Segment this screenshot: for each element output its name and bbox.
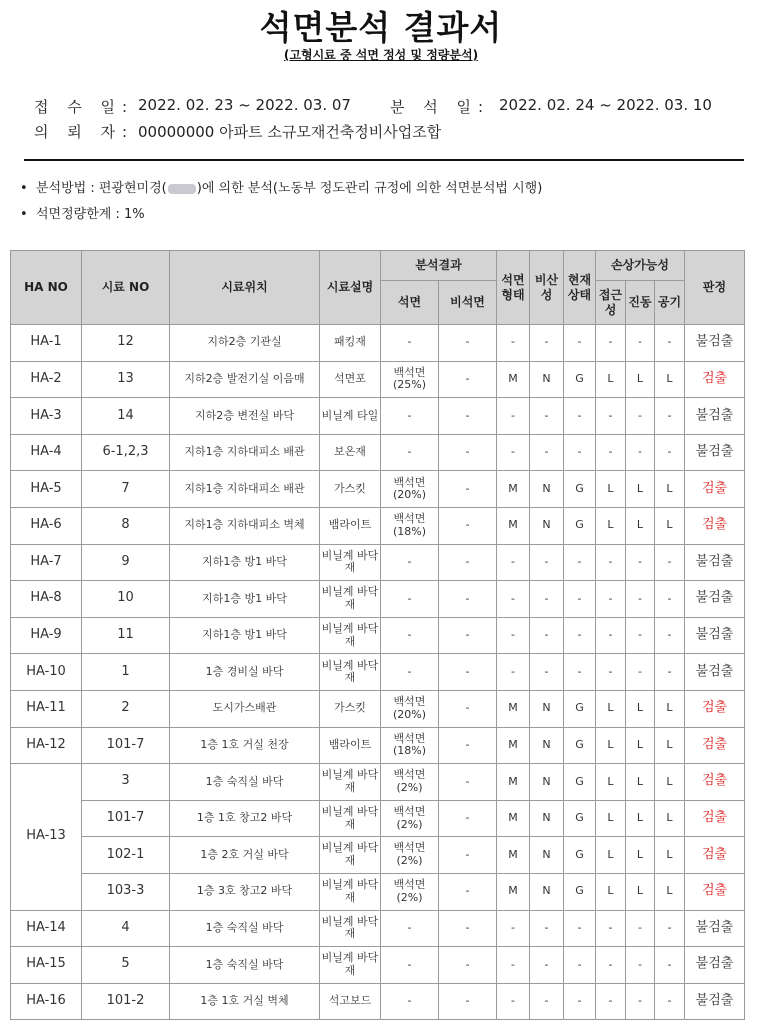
current-condition: - (564, 434, 596, 471)
vibration: - (626, 983, 655, 1020)
sample-description: 뱀라이트 (320, 507, 381, 544)
header-air: 공기 (655, 281, 685, 325)
accessibility: - (596, 654, 626, 691)
asbestos-form: M (497, 837, 530, 874)
friability: - (530, 983, 564, 1020)
table-row (11, 764, 745, 801)
sample-no: 11 (82, 617, 170, 654)
sample-no: 12 (82, 325, 170, 362)
vibration: - (626, 398, 655, 435)
judgement: 불검출 (685, 617, 745, 654)
air-flow: - (655, 581, 685, 618)
friability: - (530, 910, 564, 947)
sample-description: 비닐계 타일 (320, 398, 381, 435)
sample-no: 9 (82, 544, 170, 581)
non-asbestos-result: - (439, 581, 497, 618)
non-asbestos-result: - (439, 837, 497, 874)
asbestos-result: 백석면 (2%) (381, 800, 439, 837)
asbestos-result: 백석면 (25%) (381, 361, 439, 398)
asbestos-result: - (381, 398, 439, 435)
ha-no: HA-14 (11, 910, 82, 947)
friability: N (530, 507, 564, 544)
judgement: 검출 (685, 690, 745, 727)
ha-no: HA-2 (11, 361, 82, 398)
non-asbestos-result: - (439, 361, 497, 398)
non-asbestos-result: - (439, 617, 497, 654)
vibration: L (626, 690, 655, 727)
limit-note: • 석면정량한계 : 1% (20, 207, 145, 222)
current-condition: - (564, 654, 596, 691)
method-prefix: 분석방법 : 편광현미경( (36, 181, 167, 196)
blurred-text (168, 184, 196, 194)
accessibility: - (596, 434, 626, 471)
sample-description: 비닐계 바닥재 (320, 947, 381, 984)
asbestos-form: - (497, 434, 530, 471)
asbestos-form: - (497, 910, 530, 947)
judgement: 검출 (685, 800, 745, 837)
table-row (11, 800, 745, 837)
ha-no: HA-16 (11, 983, 82, 1020)
friability: N (530, 690, 564, 727)
air-flow: L (655, 690, 685, 727)
sample-no: 7 (82, 471, 170, 508)
sample-location: 지하1층 방1 바닥 (170, 617, 320, 654)
judgement: 불검출 (685, 910, 745, 947)
non-asbestos-result: - (439, 471, 497, 508)
asbestos-result: 백석면 (2%) (381, 837, 439, 874)
asbestos-form: M (497, 764, 530, 801)
ha-no: HA-3 (11, 398, 82, 435)
table-row (11, 398, 745, 435)
accessibility: - (596, 398, 626, 435)
non-asbestos-result: - (439, 727, 497, 764)
asbestos-result: - (381, 654, 439, 691)
vibration: L (626, 727, 655, 764)
header-sample-no: 시료 NO (82, 251, 170, 325)
air-flow: L (655, 837, 685, 874)
sample-description: 가스킷 (320, 471, 381, 508)
sample-location: 1층 2호 거실 바닥 (170, 837, 320, 874)
table-row (11, 947, 745, 984)
air-flow: L (655, 800, 685, 837)
current-condition: - (564, 617, 596, 654)
asbestos-result: - (381, 325, 439, 362)
asbestos-form: M (497, 361, 530, 398)
sample-no: 101-7 (82, 727, 170, 764)
judgement: 불검출 (685, 581, 745, 618)
asbestos-form: - (497, 398, 530, 435)
accessibility: - (596, 947, 626, 984)
header-damage: 손상가능성 (596, 251, 685, 281)
ha-no: HA-12 (11, 727, 82, 764)
table-row (11, 581, 745, 618)
friability: - (530, 398, 564, 435)
air-flow: L (655, 873, 685, 910)
non-asbestos-result: - (439, 983, 497, 1020)
current-condition: - (564, 325, 596, 362)
client-value: 00000000 아파트 소규모재건축정비사업조합 (138, 123, 442, 141)
header-location: 시료위치 (170, 251, 320, 325)
vibration: - (626, 325, 655, 362)
current-condition: - (564, 581, 596, 618)
non-asbestos-result: - (439, 800, 497, 837)
ha-no: HA-8 (11, 581, 82, 618)
sample-location: 지하1층 방1 바닥 (170, 544, 320, 581)
vibration: - (626, 581, 655, 618)
vibration: - (626, 434, 655, 471)
client-label: 의 뢰 자: (34, 123, 135, 141)
method-suffix: )에 의한 분석(노동부 정도관리 규정에 의한 석면분석법 시행) (196, 181, 543, 196)
current-condition: G (564, 873, 596, 910)
friability: - (530, 617, 564, 654)
sample-location: 1층 1호 거실 천장 (170, 727, 320, 764)
vibration: - (626, 617, 655, 654)
asbestos-form: - (497, 654, 530, 691)
asbestos-form: M (497, 690, 530, 727)
ha-no: HA-7 (11, 544, 82, 581)
results-table (10, 250, 745, 1020)
sample-no: 103-3 (82, 873, 170, 910)
sample-description: 보온재 (320, 434, 381, 471)
accessibility: - (596, 581, 626, 618)
accessibility: - (596, 910, 626, 947)
ha-no: HA-9 (11, 617, 82, 654)
air-flow: - (655, 617, 685, 654)
accessibility: - (596, 325, 626, 362)
table-row (11, 910, 745, 947)
non-asbestos-result: - (439, 910, 497, 947)
vibration: - (626, 910, 655, 947)
table-row (11, 690, 745, 727)
sample-description: 석고보드 (320, 983, 381, 1020)
table-row (11, 544, 745, 581)
receipt-date-value: 2022. 02. 23 ~ 2022. 03. 07 (138, 96, 351, 114)
date-line (34, 96, 712, 117)
asbestos-result: 백석면 (18%) (381, 727, 439, 764)
accessibility: L (596, 873, 626, 910)
page-title: 석면분석 결과서 (259, 8, 503, 47)
sample-location: 지하1층 지하대피소 배관 (170, 434, 320, 471)
non-asbestos-result: - (439, 654, 497, 691)
sample-location: 1층 숙직실 바닥 (170, 947, 320, 984)
air-flow: - (655, 398, 685, 435)
table-row (11, 837, 745, 874)
accessibility: L (596, 361, 626, 398)
table-row (11, 873, 745, 910)
sample-location: 1층 1호 거실 벽체 (170, 983, 320, 1020)
vibration: L (626, 837, 655, 874)
vibration: L (626, 800, 655, 837)
sample-location: 지하1층 방1 바닥 (170, 581, 320, 618)
judgement: 불검출 (685, 654, 745, 691)
friability: - (530, 947, 564, 984)
asbestos-form: - (497, 947, 530, 984)
current-condition: - (564, 544, 596, 581)
non-asbestos-result: - (439, 947, 497, 984)
judgement: 검출 (685, 471, 745, 508)
current-condition: G (564, 800, 596, 837)
air-flow: - (655, 910, 685, 947)
table-row (11, 617, 745, 654)
sample-location: 도시가스배관 (170, 690, 320, 727)
sample-no: 1 (82, 654, 170, 691)
vibration: L (626, 471, 655, 508)
air-flow: - (655, 654, 685, 691)
ha-no: HA-15 (11, 947, 82, 984)
table-row (11, 361, 745, 398)
ha-no: HA-13 (11, 764, 82, 910)
client-line (34, 121, 442, 142)
sample-no: 4 (82, 910, 170, 947)
current-condition: - (564, 947, 596, 984)
friability: N (530, 764, 564, 801)
sample-no: 101-7 (82, 800, 170, 837)
ha-no: HA-1 (11, 325, 82, 362)
asbestos-result: 백석면 (20%) (381, 690, 439, 727)
header-divider (24, 159, 744, 161)
current-condition: G (564, 507, 596, 544)
friability: N (530, 800, 564, 837)
friability: - (530, 325, 564, 362)
limit-text: 석면정량한계 : 1% (36, 207, 145, 222)
header-result: 분석결과 (381, 251, 497, 281)
air-flow: - (655, 544, 685, 581)
sample-no: 8 (82, 507, 170, 544)
analysis-date-value: 2022. 02. 24 ~ 2022. 03. 10 (499, 96, 712, 114)
accessibility: L (596, 471, 626, 508)
sample-location: 지하1층 지하대피소 배관 (170, 471, 320, 508)
sample-description: 비닐계 바닥재 (320, 873, 381, 910)
friability: - (530, 581, 564, 618)
accessibility: L (596, 837, 626, 874)
asbestos-result: 백석면 (20%) (381, 471, 439, 508)
judgement: 검출 (685, 764, 745, 801)
sample-description: 비닐계 바닥재 (320, 837, 381, 874)
sample-description: 비닐계 바닥재 (320, 910, 381, 947)
non-asbestos-result: - (439, 398, 497, 435)
current-condition: G (564, 690, 596, 727)
air-flow: - (655, 947, 685, 984)
friability: - (530, 544, 564, 581)
ha-no: HA-5 (11, 471, 82, 508)
asbestos-result: 백석면 (2%) (381, 764, 439, 801)
sample-no: 13 (82, 361, 170, 398)
table-row (11, 434, 745, 471)
asbestos-form: M (497, 471, 530, 508)
friability: N (530, 361, 564, 398)
table-row (11, 325, 745, 362)
sample-location: 지하2층 발전기실 이음매 (170, 361, 320, 398)
header-friable: 비산성 (530, 251, 564, 325)
judgement: 불검출 (685, 434, 745, 471)
analysis-date-label: 분 석 일: (390, 98, 491, 116)
accessibility: - (596, 617, 626, 654)
sample-no: 101-2 (82, 983, 170, 1020)
sample-description: 패킹재 (320, 325, 381, 362)
non-asbestos-result: - (439, 544, 497, 581)
sample-no: 102-1 (82, 837, 170, 874)
asbestos-result: 백석면 (2%) (381, 873, 439, 910)
sample-no: 5 (82, 947, 170, 984)
air-flow: - (655, 325, 685, 362)
sample-location: 1층 1호 창고2 바닥 (170, 800, 320, 837)
vibration: L (626, 764, 655, 801)
asbestos-result: - (381, 581, 439, 618)
sample-description: 비닐계 바닥재 (320, 544, 381, 581)
header-ha-no: HA NO (11, 251, 82, 325)
friability: - (530, 654, 564, 691)
header-non-asbestos: 비석면 (439, 281, 497, 325)
accessibility: - (596, 983, 626, 1020)
asbestos-form: M (497, 800, 530, 837)
sample-description: 비닐계 바닥재 (320, 654, 381, 691)
sample-location: 1층 3호 창고2 바닥 (170, 873, 320, 910)
asbestos-form: - (497, 325, 530, 362)
judgement: 검출 (685, 873, 745, 910)
table-row (11, 507, 745, 544)
judgement: 불검출 (685, 325, 745, 362)
sample-no: 3 (82, 764, 170, 801)
table-row (11, 983, 745, 1020)
current-condition: - (564, 398, 596, 435)
sample-no: 10 (82, 581, 170, 618)
sample-description: 석면포 (320, 361, 381, 398)
sample-location: 지하2층 기관실 (170, 325, 320, 362)
non-asbestos-result: - (439, 690, 497, 727)
current-condition: G (564, 764, 596, 801)
header-judgement: 판정 (685, 251, 745, 325)
judgement: 불검출 (685, 398, 745, 435)
asbestos-result: 백석면 (18%) (381, 507, 439, 544)
asbestos-result: - (381, 947, 439, 984)
sample-description: 뱀라이트 (320, 727, 381, 764)
asbestos-result: - (381, 434, 439, 471)
sample-description: 비닐계 바닥재 (320, 581, 381, 618)
friability: N (530, 471, 564, 508)
asbestos-form: M (497, 873, 530, 910)
sample-description: 비닐계 바닥재 (320, 617, 381, 654)
air-flow: L (655, 507, 685, 544)
accessibility: L (596, 764, 626, 801)
air-flow: L (655, 764, 685, 801)
friability: N (530, 837, 564, 874)
current-condition: - (564, 983, 596, 1020)
judgement: 불검출 (685, 983, 745, 1020)
sample-no: 2 (82, 690, 170, 727)
table-row (11, 727, 745, 764)
air-flow: L (655, 471, 685, 508)
table-row (11, 471, 745, 508)
sample-location: 지하1층 지하대피소 벽체 (170, 507, 320, 544)
table-row (11, 654, 745, 691)
vibration: L (626, 873, 655, 910)
air-flow: - (655, 434, 685, 471)
asbestos-form: - (497, 581, 530, 618)
sample-location: 1층 경비실 바닥 (170, 654, 320, 691)
receipt-date-label: 접 수 일: (34, 98, 135, 116)
asbestos-result: - (381, 983, 439, 1020)
sample-description: 비닐계 바닥재 (320, 764, 381, 801)
judgement: 불검출 (685, 544, 745, 581)
header-asbestos: 석면 (381, 281, 439, 325)
asbestos-result: - (381, 617, 439, 654)
header-form: 석면형태 (497, 251, 530, 325)
judgement: 검출 (685, 727, 745, 764)
non-asbestos-result: - (439, 873, 497, 910)
friability: - (530, 434, 564, 471)
non-asbestos-result: - (439, 434, 497, 471)
ha-no: HA-10 (11, 654, 82, 691)
vibration: L (626, 361, 655, 398)
vibration: - (626, 544, 655, 581)
page-subtitle: (고형시료 중 석면 정성 및 정량분석) (283, 48, 479, 62)
method-note: • 분석방법 : 편광현미경( )에 의한 분석(노동부 정도관리 규정에 의한 석면분석법 시행) (20, 181, 543, 196)
header-description: 시료설명 (320, 251, 381, 325)
air-flow: L (655, 361, 685, 398)
asbestos-result: - (381, 910, 439, 947)
judgement: 검출 (685, 507, 745, 544)
accessibility: L (596, 690, 626, 727)
current-condition: - (564, 910, 596, 947)
sample-description: 가스킷 (320, 690, 381, 727)
sample-description: 비닐계 바닥재 (320, 800, 381, 837)
vibration: - (626, 654, 655, 691)
asbestos-form: - (497, 983, 530, 1020)
air-flow: - (655, 983, 685, 1020)
accessibility: - (596, 544, 626, 581)
sample-location: 지하2층 변전실 바닥 (170, 398, 320, 435)
asbestos-result: - (381, 544, 439, 581)
asbestos-form: M (497, 507, 530, 544)
sample-location: 1층 숙직실 바닥 (170, 910, 320, 947)
current-condition: G (564, 837, 596, 874)
judgement: 불검출 (685, 947, 745, 984)
accessibility: L (596, 507, 626, 544)
header-vibration: 진동 (626, 281, 655, 325)
vibration: L (626, 507, 655, 544)
friability: N (530, 727, 564, 764)
friability: N (530, 873, 564, 910)
header-condition: 현재상태 (564, 251, 596, 325)
current-condition: G (564, 361, 596, 398)
non-asbestos-result: - (439, 507, 497, 544)
sample-no: 14 (82, 398, 170, 435)
asbestos-form: - (497, 544, 530, 581)
judgement: 검출 (685, 837, 745, 874)
non-asbestos-result: - (439, 325, 497, 362)
header-access: 접근성 (596, 281, 626, 325)
ha-no: HA-4 (11, 434, 82, 471)
current-condition: G (564, 471, 596, 508)
asbestos-form: M (497, 727, 530, 764)
asbestos-form: - (497, 617, 530, 654)
sample-location: 1층 숙직실 바닥 (170, 764, 320, 801)
ha-no: HA-11 (11, 690, 82, 727)
accessibility: L (596, 727, 626, 764)
ha-no: HA-6 (11, 507, 82, 544)
air-flow: L (655, 727, 685, 764)
sample-no: 6-1,2,3 (82, 434, 170, 471)
vibration: - (626, 947, 655, 984)
accessibility: L (596, 800, 626, 837)
judgement: 검출 (685, 361, 745, 398)
non-asbestos-result: - (439, 764, 497, 801)
current-condition: G (564, 727, 596, 764)
